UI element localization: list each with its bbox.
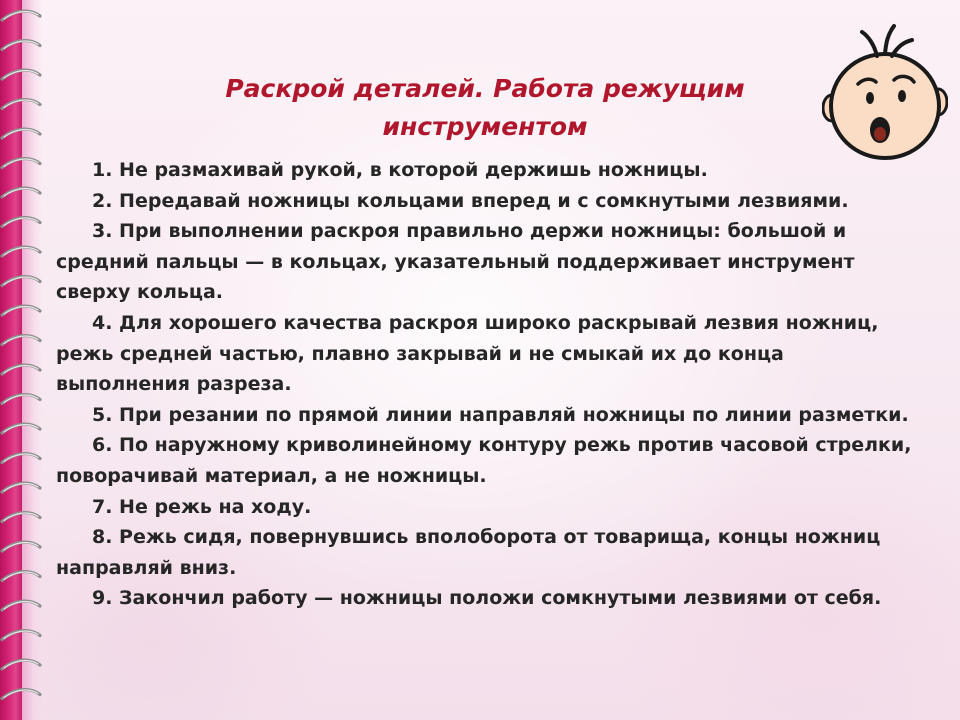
rule-item: 1. Не размахивай рукой, в которой держишь ножницы. — [92, 159, 708, 181]
rule-item: 8. Режь сидя, повернувшись вполоборота от товарища, концы ножниц направляй вниз. — [56, 526, 881, 579]
slide-title: Раскрой деталей. Работа режущим инструментом — [225, 74, 745, 141]
rule-item: 9. Закончил работу — ножницы положи сомкнутыми лезвиями от себя. — [92, 587, 882, 610]
spiral-binding-rings — [0, 0, 60, 720]
rule-item: 3. При выполнении раскроя правильно держи ножницы: большой и средний пальцы — в кольцах, указательный поддерживает инструмент сверху кольца. — [56, 220, 855, 304]
surprised-face-icon — [822, 22, 948, 162]
rule-item: 7. Не режь на ходу. — [92, 495, 312, 518]
rule-item: 4. Для хорошего качества раскроя широко раскрывай лезвия ножниц, режь средней частью, плавно закрывай и не смыкай их до конца выполнения разреза. — [56, 311, 879, 396]
safety-rules-list — [56, 155, 916, 614]
rule-item: 2. Передавай ножницы кольцами вперед и с сомкнутыми лезвиями. — [92, 189, 849, 212]
rule-item: 5. При резании по прямой линии направляй ножницы по линии разметки. — [92, 403, 909, 426]
rule-item: 6. По наружному криволинейному контуру режь против часовой стрелки, поворачивай материал, а не ножницы. — [56, 434, 912, 487]
